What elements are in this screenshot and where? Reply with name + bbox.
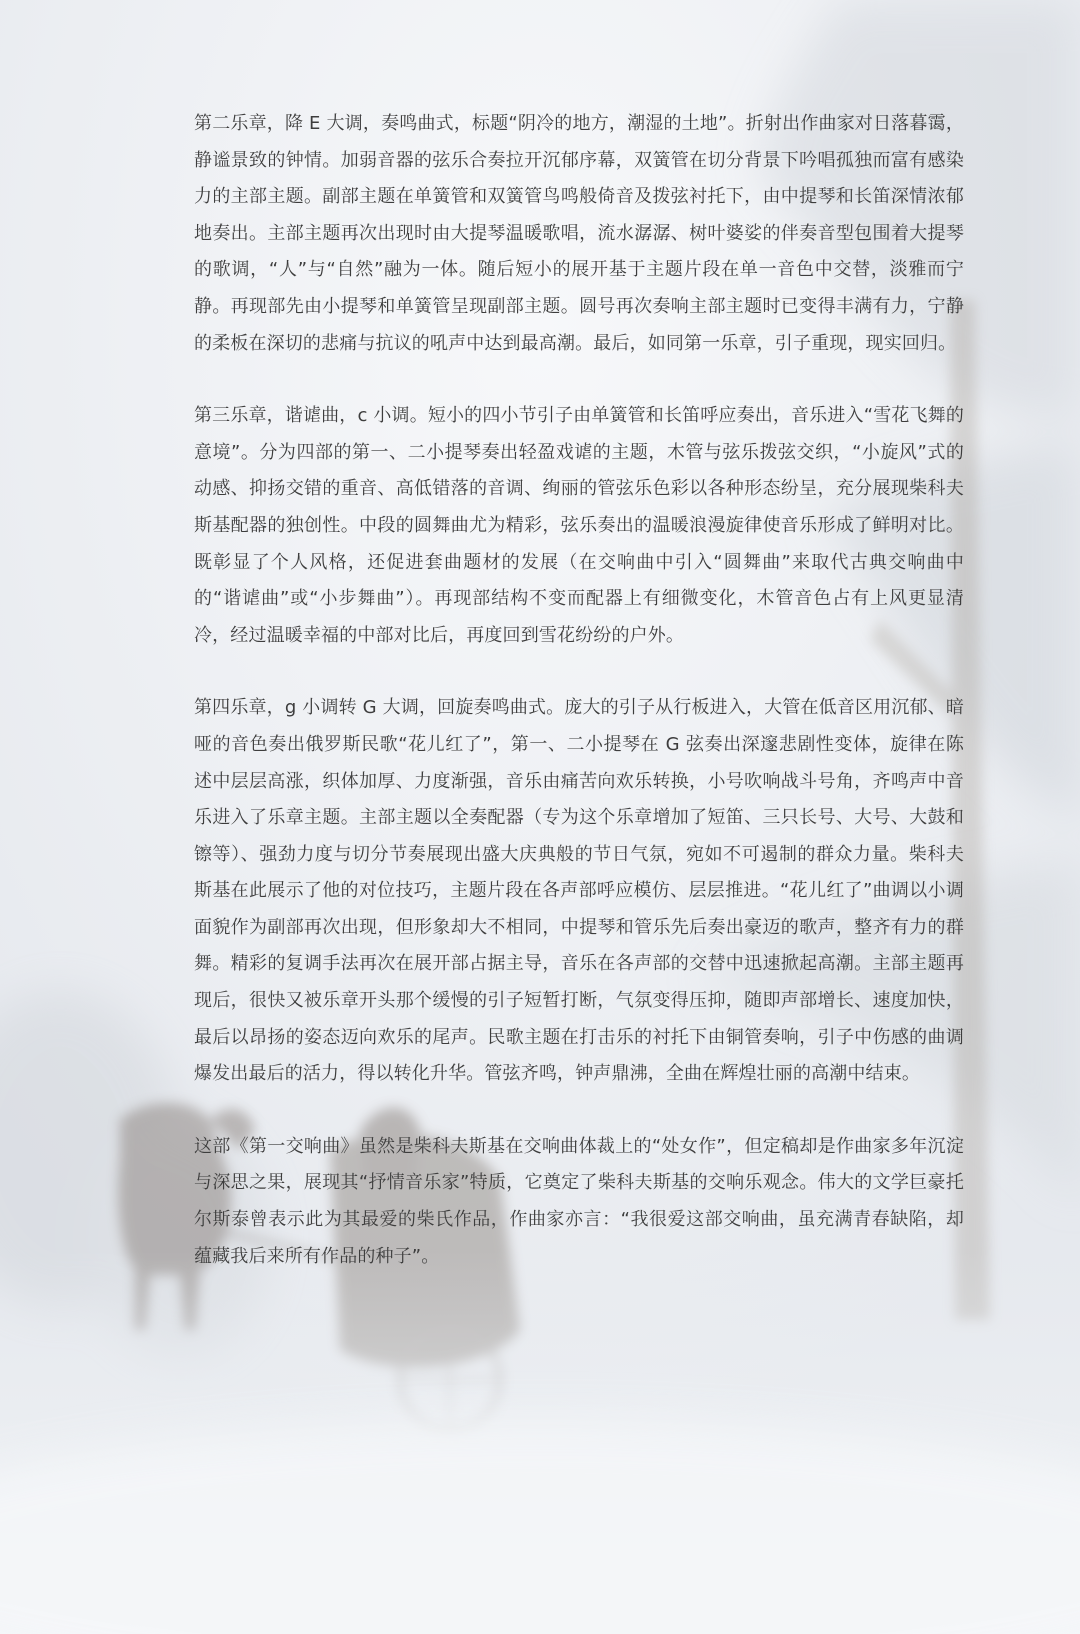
article-body xyxy=(194,106,964,1311)
paragraph-conclusion: 这部《第一交响曲》虽然是柴科夫斯基在交响曲体裁上的“处女作”，但定稿却是作曲家多年沉淀与深思之果，展现其“抒情音乐家”特质，它奠定了柴科夫斯基的交响乐观念。伟大的文学巨豪托尔斯泰曾表示此为其最爱的柴氏作品，作曲家亦言：“我很爱这部交响曲，虽充满青春缺陷，却蕴藏我后来所有作品的种子”。 xyxy=(194,1135,964,1267)
paragraph-third-movement: 第三乐章，谐谑曲，c 小调。短小的四小节引子由单簧管和长笛呼应奏出，音乐进入“雪花飞舞的意境”。分为四部的第一、二小提琴奏出轻盈戏谑的主题，木管与弦乐拨弦交织，“小旋风”式的动感、抑扬交错的重音、高低错落的音调、绚丽的管弦乐色彩以各种形态纷呈，充分展现柴科夫斯基配器的独创性。中段的圆舞曲尤为精彩，弦乐奏出的温暖浪漫旋律使音乐形成了鲜明对比。既彰显了个人风格，还促进套曲题材的发展（在交响曲中引入“圆舞曲”来取代古典交响曲中的“谐谑曲”或“小步舞曲”）。再现部结构不变而配器上有细微变化，木管音色占有上风更显清冷，经过温暖幸福的中部对比后，再度回到雪花纷纷的户外。 xyxy=(194,405,964,646)
paragraph-second-movement: 第二乐章，降 E 大调，奏鸣曲式，标题“阴冷的地方，潮湿的土地”。折射出作曲家对日落暮霭，静谧景致的钟情。加弱音器的弦乐合奏拉开沉郁序幕，双簧管在切分背景下吟唱孤独而富有感染力的主部主题。副部主题在单簧管和双簧管鸟鸣般倚音及拨弦衬托下，由中提琴和长笛深情浓郁地奏出。主部主题再次出现时由大提琴温暖歌唱，流水潺潺、树叶婆娑的伴奏音型包围着大提琴的歌调，“人”与“自然”融为一体。随后短小的展开基于主题片段在单一音色中交替，淡雅而宁静。再现部先由小提琴和单簧管呈现副部主题。圆号再次奏响主部主题时已变得丰满有力，宁静的柔板在深切的悲痛与抗议的吼声中达到最高潮。最后，如同第一乐章，引子重现，现实回归。 xyxy=(194,113,964,354)
paragraph-fourth-movement: 第四乐章，g 小调转 G 大调，回旋奏鸣曲式。庞大的引子从行板进入，大管在低音区用沉郁、暗哑的音色奏出俄罗斯民歌“花儿红了”，第一、二小提琴在 G 弦奏出深邃悲剧性变体，旋律在陈述中层层高涨，织体加厚、力度渐强，音乐由痛苦向欢乐转换，小号吹响战斗号角，齐鸣声中音乐进入了乐章主题。主部主题以全奏配器（专为这个乐章增加了短笛、三只长号、大号、大鼓和镲等）、强劲力度与切分节奏展现出盛大庆典般的节日气氛，宛如不可遏制的群众力量。柴科夫斯基在此展示了他的对位技巧，主题片段在各声部呼应模仿、层层推进。“花儿红了”曲调以小调面貌作为副部再次出现，但形象却大不相同，中提琴和管乐先后奏出豪迈的歌声，整齐有力的群舞。精彩的复调手法再次在展开部占据主导，音乐在各声部的交替中迅速掀起高潮。主部主题再现后，很快又被乐章开头那个缓慢的引子短暂打断，气氛变得压抑，随即声部增长、速度加快，最后以昂扬的姿态迈向欢乐的尾声。民歌主题在打击乐的衬托下由铜管奏响，引子中伤感的曲调爆发出最后的活力，得以转化升华。管弦齐鸣，钟声鼎沸，全曲在辉煌壮丽的高潮中结束。 xyxy=(194,697,964,1085)
